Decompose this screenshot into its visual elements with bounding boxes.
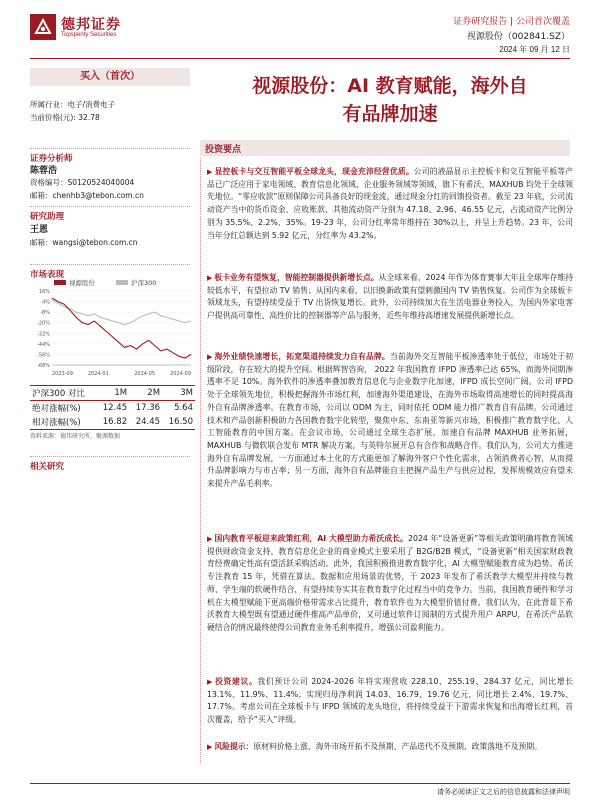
chart-svg — [30, 277, 195, 377]
industry-label: 所属行业：电子/消费电子 — [30, 100, 116, 109]
bullet-heading: 板卡业务有望恢复，智能控制器提供新增长点。 — [214, 273, 379, 282]
y-tick-label: -68% — [37, 363, 50, 369]
legend-label: 视源股份 — [69, 279, 95, 287]
assistant-section-title: 研究助理 — [30, 206, 190, 222]
table-cell: 绝对涨幅(%) — [32, 404, 81, 414]
analyst1-cert: 资格编号：S0120524040004 — [30, 178, 135, 187]
x-tick-label: 2024-01 — [87, 371, 109, 377]
bullet-body: 当前海外交互智能平板渗透率处于低位，市场处于初级阶段，存在较大的提升空间。根据辉智咨询， 2022 年我国教育 IFPD 渗透率已达 65%，而海外同期渗透率不足 10%。海外软件的渗透率叠加教育信息化与企业数字化加速，IFPD 成长空间广阔。公司 IFPD 处于全球领先地位，积极把握海外市场红利，加速海外渠道建设，在海外市场取得高速增长的同时提高海外自有品牌渗透率。在教育市场，公司以 ODM 为主，同时依托 ODM 能力推广教育自有品牌。公司通过技术和产品创新积极助力各国教育数字化转型，聚焦中东、东南亚等新兴市场，积极推广教育数字化、人工智能教育的中国方案。在会议市场，公司通过全球生态扩展，加速自有品牌 MAXHUB 业务拓展，MAXHUB 与微软联合发布 MTR 解决方案，与英特尔展开总有合作和战略合作。我们认为，公司大力推进海外自有品牌发展，一方面通过本土化的方式能更加了解海外客户个性化需求，占领消费者心智，从而提升品牌影响力与市占率；另一方面，海外自有品牌能自主把握产品生产与供应过程，发挥规模效应有望未来提升产品毛利率。 — [207, 352, 574, 489]
bullet-heading: 海外业绩快速增长，拓宽渠道持续发力自有品牌。 — [214, 352, 390, 361]
triangle-bullet-icon: ▶ — [207, 168, 213, 176]
summary-band — [200, 140, 570, 156]
series-line — [52, 298, 191, 358]
table-cell: 12.45 — [102, 403, 128, 413]
table-cell: 16.50 — [162, 415, 195, 430]
analyst2-name: 王恩 — [30, 225, 49, 235]
triangle-bullet-icon: ▶ — [207, 678, 214, 686]
summary-label: 投资要点 — [205, 145, 242, 155]
table-header-cell: 2M — [129, 386, 162, 401]
y-tick-label: -44% — [37, 341, 50, 348]
bullet-point — [207, 272, 573, 323]
bullet-heading: 显控板卡与交互智能平板全球龙头，现金充沛经营优质。 — [214, 167, 414, 176]
triangle-bullet-icon: ▶ — [207, 274, 213, 282]
market-section-title: 市场表现 — [30, 264, 190, 280]
y-tick-label: -32% — [37, 331, 50, 338]
analyst-section-title: 证券分析师 — [30, 148, 190, 164]
bullet-body: 原材料价格上涨、海外市场开拓不及预期、产品迭代不及预期、政策落地不及预期。 — [253, 742, 542, 751]
y-tick-label: -20% — [37, 320, 50, 327]
triangle-bullet-icon: ▶ — [207, 535, 213, 543]
table-row — [30, 415, 195, 430]
legend-label: 沪深300 — [131, 279, 157, 287]
y-tick-label: 4% — [42, 299, 50, 306]
analyst2-email[interactable]: 邮箱：wangsi@tebon.com.cn — [30, 238, 138, 247]
data-source-note: 资料来源：德邦研究所，聚源数据 — [30, 433, 121, 440]
x-tick-label: 2024-09 — [170, 371, 191, 377]
footer-divider — [30, 783, 570, 784]
table-cell: 5.64 — [174, 403, 193, 413]
table-header-row — [30, 386, 195, 401]
table-header-cell: 3M — [162, 386, 195, 401]
analyst1-name: 陈蓉浩 — [30, 166, 58, 176]
table-cell: 17.36 — [135, 403, 161, 413]
bullet-point — [207, 741, 573, 754]
table-cell: 24.45 — [129, 415, 162, 430]
price-row — [30, 112, 100, 123]
legend-swatch — [116, 280, 128, 285]
table-header-cell: 1M — [96, 386, 129, 401]
price-label: 当前价格(元): — [30, 113, 76, 122]
title-line-2: 有品牌加速 — [342, 103, 438, 125]
bullet-body: 公司的液晶显示主控板卡和交互智能平板等产品已广泛应用于家电领域、教育信息化领域、企业服务领域等领域，旗下有希沃、MAXHUB 均处于全球领先地位。“零应收款”原则保障公司具备良好的现金流，通过现金分红的回馈投资者。截至 23 年底，公司流动资产当中的货币资金、应收账款、其他流动资产分别为 47.18、2.96、46.55 亿元，占流动资产比例分别为 35.5%、2.2%、35%。19-23 年，公司分红率常年维持在 30%以上，并呈上升趋势。23 年，公司当年分红总额达到 5.92 亿元，分红率为 43.2%。 — [207, 167, 574, 240]
y-tick-label: -56% — [37, 352, 50, 359]
bullet-point — [207, 351, 573, 491]
table-row — [30, 401, 195, 416]
bullet-heading: 国内教育平板迎来政策红利，AI 大模型助力希沃成长。 — [214, 534, 409, 543]
analyst1-email[interactable]: 邮箱：chenhb3@tebon.com.cn — [30, 191, 144, 200]
column-divider — [200, 158, 201, 763]
legend-swatch — [54, 280, 66, 285]
related-section-title: 相关研究 — [30, 456, 190, 472]
market-performance-chart — [30, 277, 195, 377]
triangle-bullet-icon: ▶ — [207, 743, 213, 751]
rating-badge: 买入（首次） — [30, 68, 190, 86]
table-cell: 相对涨幅(%) — [30, 415, 96, 430]
bullet-point — [207, 166, 573, 242]
logo-text: 德邦证券 — [61, 17, 121, 33]
bullet-body: 2024 年“设备更新”等相关政策明确将教育领域提供财政资金支持，教育信息化企业的商业模式主要采用了 B2G/B2B 模式，“设备更新”相关国家财政教育经费确定性高有望活跃采购活动。此外，我国积极推进教育数字化，AI 大模型赋能教育成为趋势。希沃专注教育 15 年，凭借在算法、数据和应用场景的优势，于 2023 年发布了希沃教学大模型并持续与教师、学生端的软硬件结合，有望持续夯实其在教育数字化过程当中的竞争力。当前，我国教育硬件和学习机在大模型赋能下更高端价格带需求占比提升，教育软件也为大模型价值付费。我们认为，在此背景下希沃教育大模型既有望通过硬件推高产品单价，又可通过软件订阅制的方式提升用户 ARPU，在希沃产品软硬结合的情况最终使得公司教育业务毛利率提升，增强公司盈利能力。 — [207, 534, 573, 632]
triangle-bullet-icon: ▶ — [207, 353, 213, 361]
y-tick-label: 16% — [38, 289, 50, 295]
performance-table — [30, 385, 195, 430]
header-divider — [30, 58, 570, 59]
page-title — [205, 72, 575, 128]
logo-subtitle: Topsperity Securities — [61, 32, 117, 38]
bullet-body: 我们预计公司 2024-2026 年将实现营收 228.10、255.19、284.37 亿元，同比增长 13.1%、11.9%、11.4%；实现归母净利润 14.03、16.79、19.76 亿元，同比增长 2.4%、19.7%、17.7%。考虑公司在全球板卡与 IFPD 领域的龙头地位，将持续受益于下游需求恢复和出海增长红利，首次覆盖，给予“买入”评级。 — [207, 677, 573, 725]
bullet-heading: 风险提示： — [214, 742, 254, 751]
footer-note: 请务必阅读正文之后的信息披露和法律声明 — [437, 788, 570, 796]
table-cell: 16.82 — [96, 415, 129, 430]
logo-mark-icon — [30, 14, 56, 40]
x-tick-label: 2024-05 — [134, 371, 156, 377]
x-tick-label: 2023-09 — [52, 371, 73, 377]
company-code: 视源股份（002841.SZ） — [466, 32, 570, 42]
bullet-point — [207, 533, 573, 635]
title-line-1: 视源股份：AI 教育赋能，海外自 — [252, 75, 528, 97]
table-header-cell: 沪深300 对比 — [30, 386, 96, 401]
y-tick-label: -8% — [40, 310, 50, 317]
report-date: 2024 年 09 月 12 日 — [499, 45, 570, 54]
bullet-point — [207, 676, 573, 727]
price-value: 32.78 — [78, 113, 100, 122]
report-type: 证券研究报告 | 公司首次覆盖 — [453, 17, 570, 27]
bullet-heading: 投资建议。 — [215, 677, 258, 686]
bullet-body: 从全球来看，2024 年作为体育赛事大年且全球库存维持较低水平，有望拉动 TV 销售；从国内来看，以旧换新政策有望刺激国内 TV 销售恢复。公司作为全球板卡领域龙头，有望持续受益于 TV 出货恢复增长。此外，公司持续加大在生活电器业务投入，为国内外家电客户提供高可靠性、高性价比的控制器等产品与服务，近些年维持高增速发展提供新增长点。 — [207, 273, 573, 321]
